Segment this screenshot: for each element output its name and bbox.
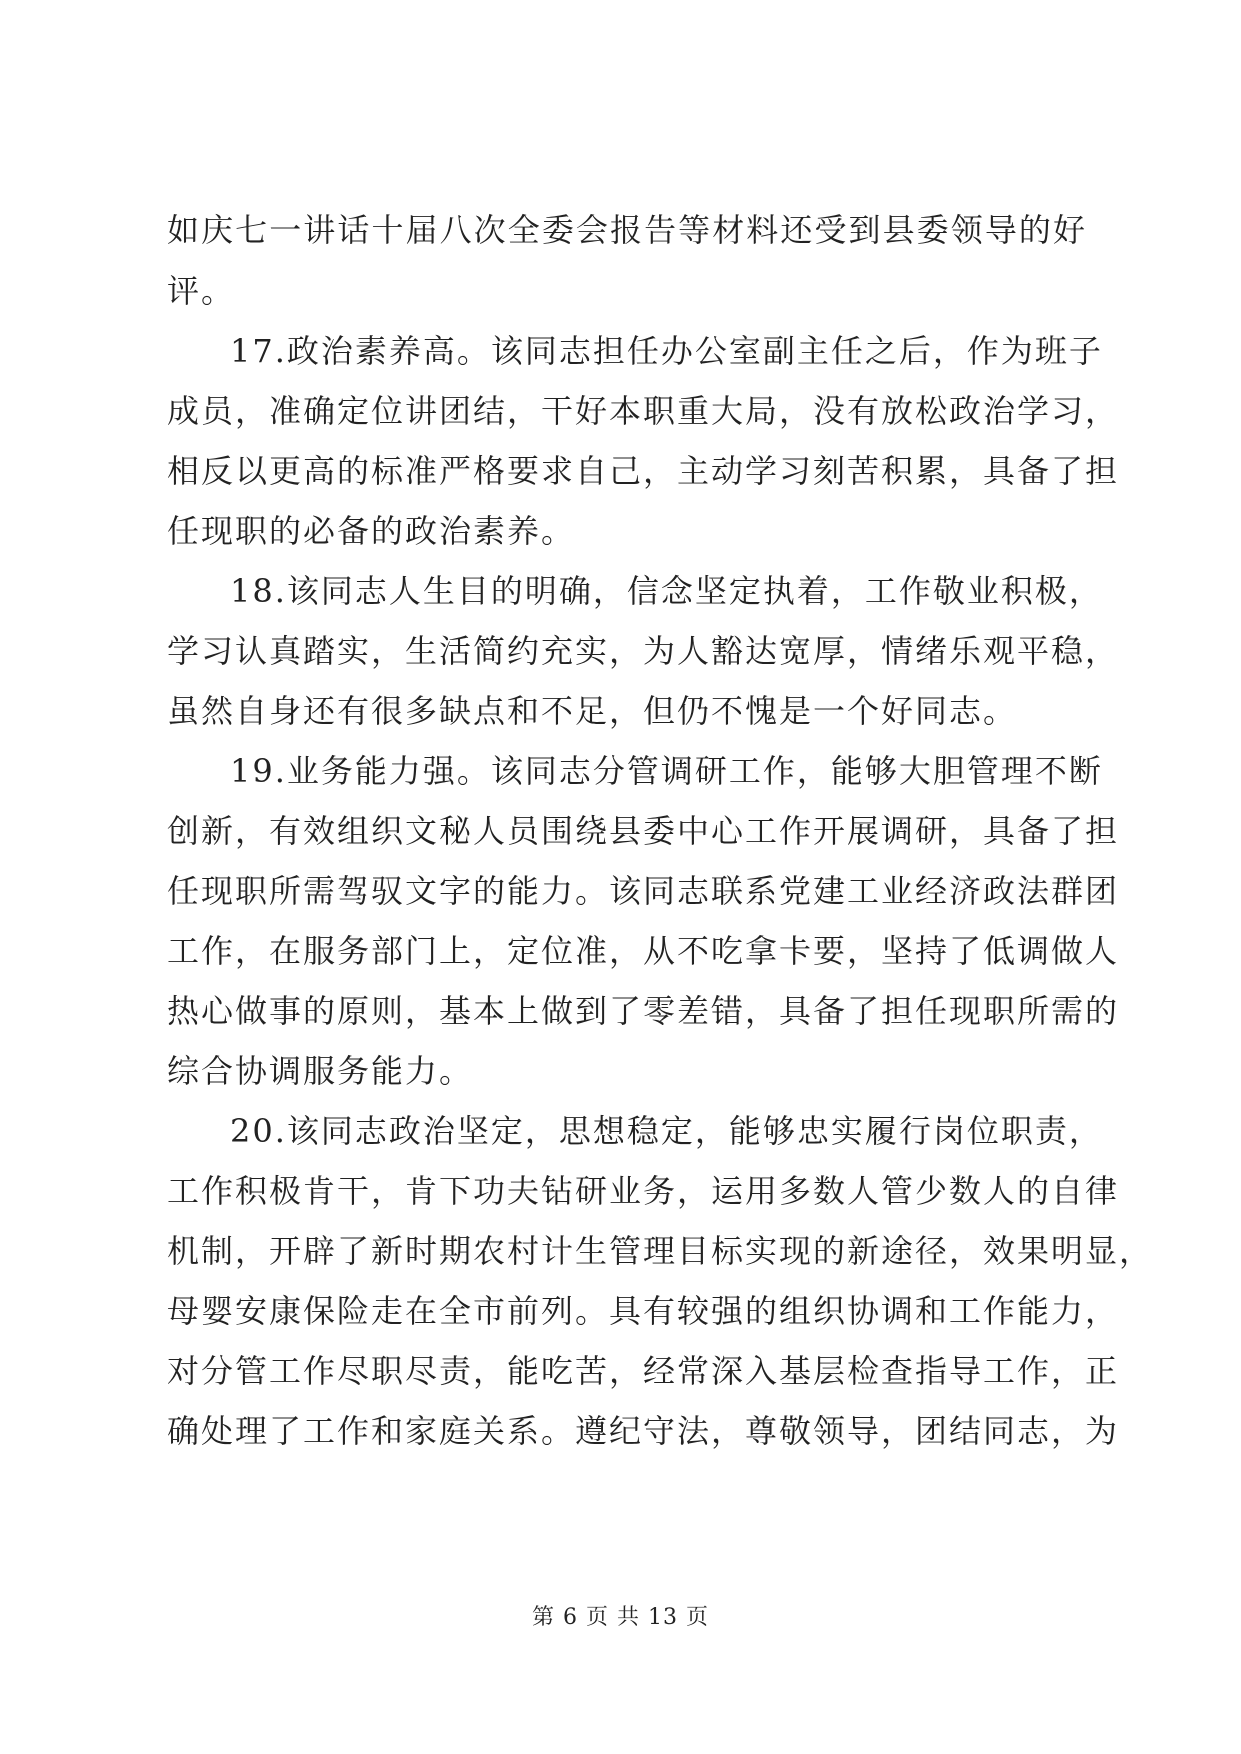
- text-line: 如庆七一讲话十届八次全委会报告等材料还受到县委领导的好: [167, 211, 1087, 249]
- page-number-footer: 第 6 页 共 13 页: [532, 1605, 709, 1630]
- text-line: 综合协调服务能力。: [167, 1052, 474, 1090]
- text-line: 工作积极肯干，肯下功夫钻研业务，运用多数人管少数人的自律: [167, 1172, 1120, 1210]
- text-line: 任现职所需驾驭文字的能力。该同志联系党建工业经济政法群团: [167, 872, 1120, 910]
- text-line: 19.业务能力强。该同志分管调研工作，能够大胆管理不断: [230, 752, 1103, 790]
- text-line: 虽然自身还有很多缺点和不足，但仍不愧是一个好同志。: [167, 692, 1018, 730]
- text-line: 对分管工作尽职尽责，能吃苦，经常深入基层检查指导工作，正: [167, 1352, 1120, 1390]
- text-line: 母婴安康保险走在全市前列。具有较强的组织协调和工作能力，: [167, 1292, 1120, 1330]
- text-line: 成员，准确定位讲团结，干好本职重大局，没有放松政治学习，: [167, 392, 1120, 430]
- text-line: 创新，有效组织文秘人员围绕县委中心工作开展调研，具备了担: [167, 812, 1120, 850]
- text-line: 相反以更高的标准严格要求自己，主动学习刻苦积累，具备了担: [167, 452, 1120, 490]
- text-line: 20.该同志政治坚定，思想稳定，能够忠实履行岗位职责，: [230, 1112, 1103, 1150]
- text-line: 工作，在服务部门上，定位准，从不吃拿卡要，坚持了低调做人: [167, 932, 1120, 970]
- text-line: 评。: [167, 272, 236, 310]
- text-line: 热心做事的原则，基本上做到了零差错，具备了担任现职所需的: [167, 992, 1120, 1030]
- text-line: 18.该同志人生目的明确，信念坚定执着，工作敬业积极，: [230, 572, 1103, 610]
- text-line: 学习认真踏实，生活简约充实，为人豁达宽厚，情绪乐观平稳，: [167, 632, 1120, 670]
- text-line: 确处理了工作和家庭关系。遵纪守法，尊敬领导，团结同志，为: [167, 1412, 1120, 1450]
- text-line: 17.政治素养高。该同志担任办公室副主任之后，作为班子: [230, 332, 1103, 370]
- text-line: 任现职的必备的政治素养。: [167, 512, 576, 550]
- text-line: 机制，开辟了新时期农村计生管理目标实现的新途径，效果明显，: [167, 1232, 1154, 1270]
